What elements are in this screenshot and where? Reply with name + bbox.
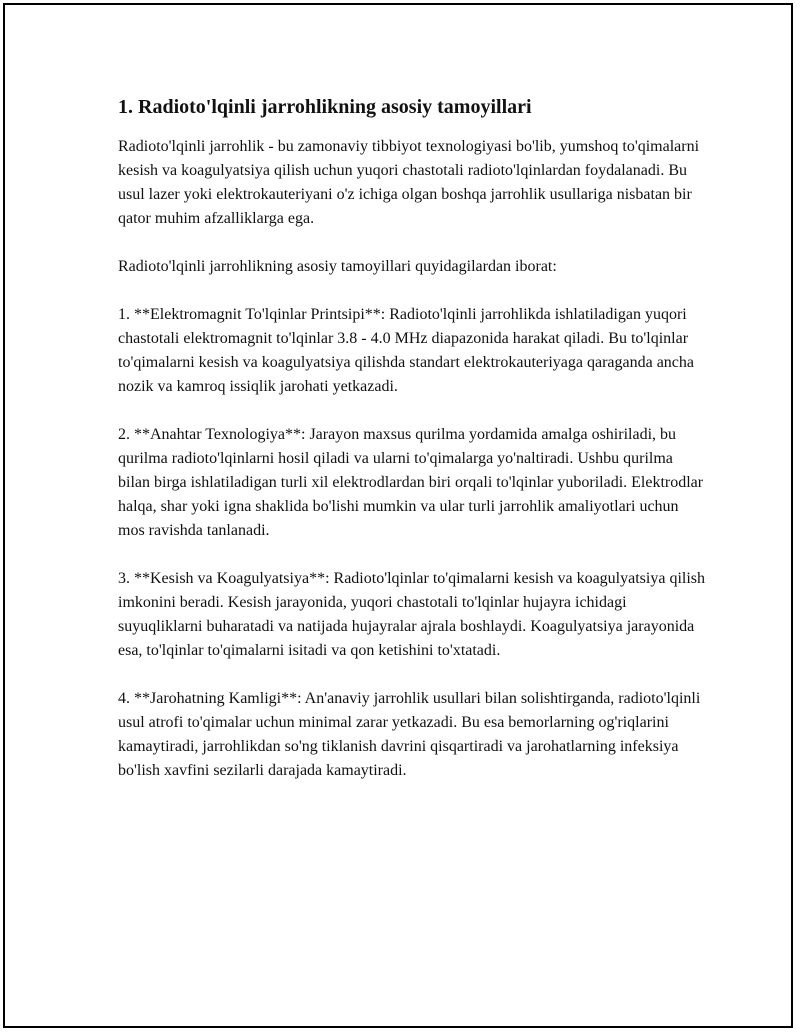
section-heading: 1. Radioto'lqinli jarrohlikning asosiy tamoyillari xyxy=(118,96,532,118)
intro-paragraph: Radioto'lqinli jarrohlik - bu zamonaviy tibbiyot texnologiyasi bo'lib, yumshoq to'qimalarni kesish va koagulyatsiya qilish uchun yuqori chastotali radioto'lqinlardan foydalanadi. Bu usul lazer yoki elektrokauteriyani o'z ichiga olgan boshqa jarrohlik usullariga nisbatan bir qator muhim afzalliklarga ega. xyxy=(118,138,700,227)
principle-2-paragraph: 2. **Anahtar Texnologiya**: Jarayon maxsus qurilma yordamida amalga oshiriladi, bu qurilma radioto'lqinlarni hosil qiladi va ularni to'qimalarga yo'naltiradi. Ushbu qurilma bilan birga ishlatiladigan turli xil elektrodlardan biri orqali to'lqinlar yuboriladi. Elektrodlar halqa, shar yoki igna shaklida bo'lishi mumkin va ular turli jarrohlik amaliyotlari uchun mos ravishda tanlanadi. xyxy=(118,426,704,539)
principle-4-paragraph: 4. **Jarohatning Kamligi**: An'anaviy jarrohlik usullari bilan solishtirganda, radioto'lqinli usul atrofi to'qimalar uchun minimal zarar yetkazadi. Bu esa bemorlarning og'riqlarini kamaytiradi, jarrohlikdan so'ng tiklanish davrini qisqartiradi va jarohatlarning infeksiya bo'lish xavfini sezilarli darajada kamaytiradi. xyxy=(118,690,701,779)
principle-1-paragraph: 1. **Elektromagnit To'lqinlar Printsipi**: Radioto'lqinli jarrohlikda ishlatiladigan yuqori chastotali elektromagnit to'lqinlar 3.8 - 4.0 MHz diapazonida harakat qiladi. Bu to'lqinlar to'qimalarni kesish va koagulyatsiya qilishda standart elektrokauteriyaga qaraganda ancha nozik va kamroq issiqlik jarohati yetkazadi. xyxy=(118,306,695,395)
document-body xyxy=(118,94,708,807)
principle-3-paragraph: 3. **Kesish va Koagulyatsiya**: Radioto'lqinlar to'qimalarni kesish va koagulyatsiya qilish imkonini beradi. Kesish jarayonida, yuqori chastotali to'lqinlar hujayra ichidagi suyuqliklarni buharatadi va natijada hujayralar ajrala boshlaydi. Koagulyatsiya jarayonida esa, to'lqinlar to'qimalarni isitadi va qon ketishini to'xtatadi. xyxy=(118,570,706,659)
principles-lead-paragraph: Radioto'lqinli jarrohlikning asosiy tamoyillari quyidagilardan iborat: xyxy=(118,258,557,275)
